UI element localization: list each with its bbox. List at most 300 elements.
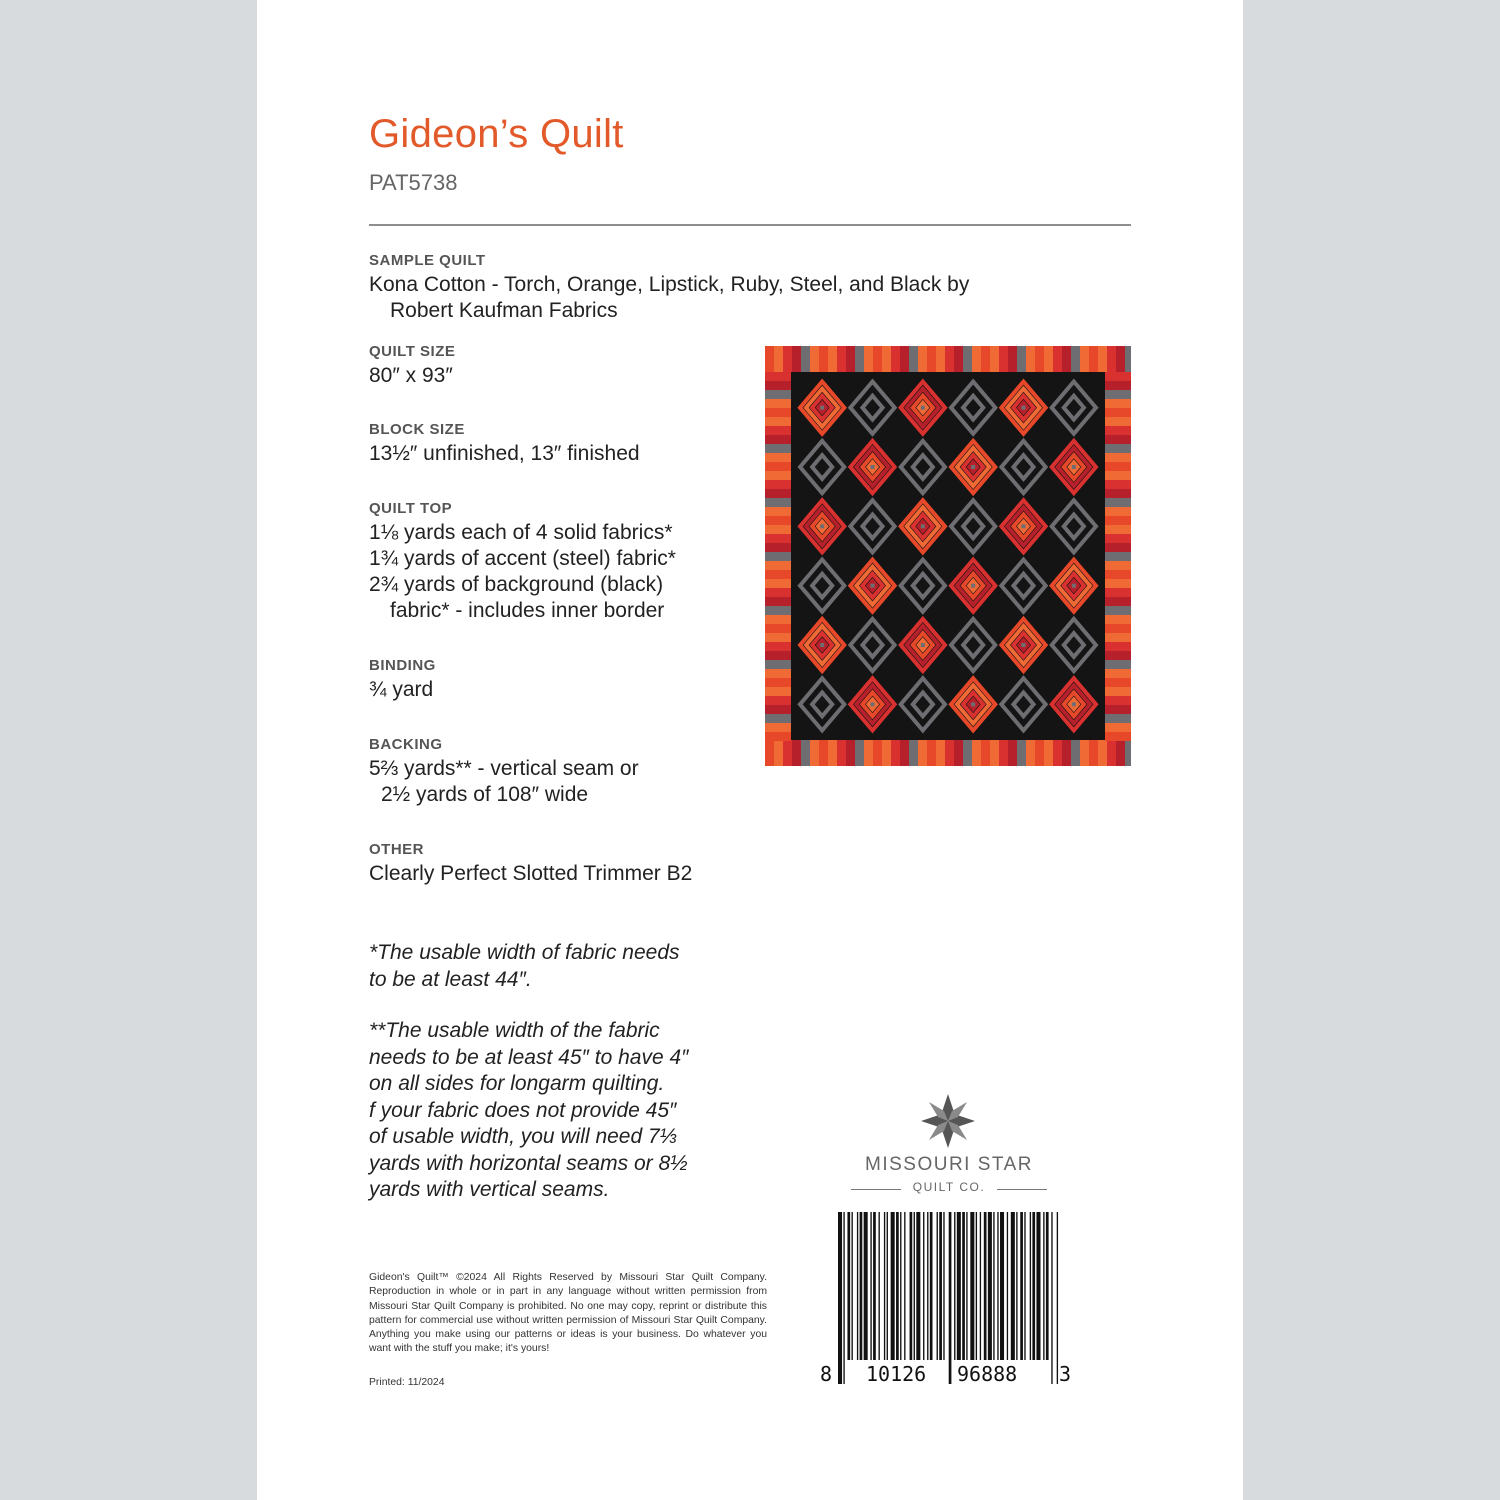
barcode-bar — [838, 1212, 842, 1384]
note-line: yards with vertical seams. — [369, 1178, 610, 1201]
border-stripe — [792, 740, 801, 766]
border-stripe — [765, 480, 791, 489]
border-stripe — [855, 346, 864, 372]
barcode-bar — [1000, 1212, 1004, 1360]
barcode-bar — [864, 1212, 868, 1360]
barcode-bar — [1057, 1212, 1058, 1384]
diamond-center — [1022, 643, 1026, 647]
border-stripe — [999, 346, 1008, 372]
border-stripe — [1105, 507, 1131, 516]
border-stripe — [1105, 732, 1131, 741]
backing-section — [369, 736, 789, 808]
barcode-digit: 8 — [820, 1362, 833, 1386]
quilt-image — [765, 346, 1131, 766]
diamond-center — [971, 406, 975, 410]
border-stripe — [1105, 615, 1131, 624]
block-size-section — [369, 421, 789, 467]
border-stripe — [873, 740, 882, 766]
border-stripe — [1105, 381, 1131, 390]
section-line: Kona Cotton - Torch, Orange, Lipstick, Ruby, Steel, and Black by — [369, 273, 970, 296]
barcode-bar — [1011, 1212, 1015, 1360]
diamond-center — [871, 524, 875, 528]
barcode — [822, 1212, 1072, 1390]
section-line: 1⅛ yards each of 4 solid fabrics* — [369, 521, 673, 544]
diamond-center — [1022, 406, 1026, 410]
border-stripe — [990, 346, 999, 372]
quilt-top-section — [369, 500, 789, 624]
border-stripe — [828, 740, 837, 766]
diamond-center — [871, 584, 875, 588]
section-line: 80″ x 93″ — [369, 364, 453, 387]
border-stripe — [1026, 740, 1035, 766]
diamond-center — [971, 465, 975, 469]
barcode-bar — [980, 1212, 981, 1360]
border-stripe — [1080, 346, 1089, 372]
border-stripe — [936, 346, 945, 372]
border-stripe — [1105, 606, 1131, 615]
section-line: ¾ yard — [369, 678, 434, 701]
border-stripe — [765, 642, 791, 651]
section-heading: BACKING — [369, 736, 443, 753]
border-stripe — [765, 660, 791, 669]
border-stripe — [1105, 444, 1131, 453]
border-stripe — [900, 740, 909, 766]
star-logo-icon — [919, 1092, 977, 1150]
barcode-bar — [949, 1212, 952, 1384]
border-stripe — [1062, 346, 1071, 372]
border-stripe — [1105, 651, 1131, 660]
barcode-bar — [852, 1212, 853, 1360]
border-stripe — [765, 740, 774, 766]
border-stripe — [954, 740, 963, 766]
diamond-center — [1072, 584, 1076, 588]
border-stripe — [1105, 408, 1131, 417]
border-stripe — [945, 740, 954, 766]
border-stripe — [918, 346, 927, 372]
barcode-digit: 96888 — [957, 1362, 1018, 1386]
diamond-center — [820, 643, 824, 647]
border-stripe — [792, 346, 801, 372]
border-stripe — [774, 740, 783, 766]
border-stripe — [1008, 740, 1017, 766]
border-stripe — [765, 372, 791, 381]
diamond-center — [971, 584, 975, 588]
border-stripe — [1125, 740, 1131, 766]
border-stripe — [882, 740, 891, 766]
border-stripe — [765, 561, 791, 570]
barcode-bar — [962, 1212, 965, 1360]
border-stripe — [1044, 740, 1053, 766]
diamond-center — [820, 584, 824, 588]
barcode-bar — [847, 1212, 850, 1360]
barcode-bar — [1020, 1212, 1023, 1360]
border-stripe — [1071, 346, 1080, 372]
border-stripe — [765, 651, 791, 660]
section-heading: QUILT TOP — [369, 500, 453, 517]
diamond-center — [1072, 702, 1076, 706]
border-stripe — [765, 624, 791, 633]
border-stripe — [765, 498, 791, 507]
logo-subtitle: QUILT CO. — [912, 1180, 986, 1194]
diamond-center — [1022, 465, 1026, 469]
border-stripe — [864, 740, 873, 766]
border-stripe — [1105, 633, 1131, 642]
border-stripe — [765, 471, 791, 480]
border-stripe — [765, 381, 791, 390]
border-stripe — [1105, 399, 1131, 408]
border-stripe — [918, 740, 927, 766]
barcode-bar — [857, 1212, 858, 1360]
barcode-bar — [1032, 1212, 1035, 1360]
border-stripe — [1008, 346, 1017, 372]
border-stripe — [828, 346, 837, 372]
border-stripe — [963, 346, 972, 372]
border-stripe — [1080, 740, 1089, 766]
border-stripe — [783, 740, 792, 766]
barcode-bar — [900, 1212, 901, 1360]
border-stripe — [1116, 740, 1125, 766]
barcode-bar — [993, 1212, 994, 1360]
border-stripe — [1053, 740, 1062, 766]
border-stripe — [1105, 642, 1131, 651]
border-stripe — [1105, 417, 1131, 426]
border-stripe — [765, 669, 791, 678]
diamond-center — [1072, 406, 1076, 410]
pattern-back-page — [257, 0, 1243, 1500]
border-stripe — [837, 740, 846, 766]
border-stripe — [765, 732, 791, 741]
diamond-center — [871, 643, 875, 647]
diamond-center — [820, 406, 824, 410]
page-title: Gideon’s Quilt — [369, 112, 624, 156]
border-stripe — [1107, 740, 1116, 766]
border-stripe — [972, 346, 981, 372]
border-stripe — [882, 346, 891, 372]
diamond-center — [871, 465, 875, 469]
border-stripe — [1017, 740, 1026, 766]
border-stripe — [765, 525, 791, 534]
barcode-bar — [914, 1212, 915, 1360]
section-line: Robert Kaufman Fabrics — [390, 299, 618, 322]
barcode-bar — [1016, 1212, 1017, 1360]
border-stripe — [765, 435, 791, 444]
border-stripe — [1105, 696, 1131, 705]
border-stripe — [765, 678, 791, 687]
border-stripe — [1035, 346, 1044, 372]
fabric-width-note — [369, 940, 680, 993]
border-stripe — [1105, 426, 1131, 435]
diamond-center — [921, 584, 925, 588]
diamond-center — [820, 524, 824, 528]
barcode-bar — [954, 1212, 955, 1360]
diamond-center — [1072, 465, 1076, 469]
border-stripe — [864, 346, 873, 372]
border-stripe — [765, 346, 774, 372]
border-stripe — [909, 346, 918, 372]
border-stripe — [1105, 480, 1131, 489]
border-stripe — [873, 346, 882, 372]
border-stripe — [765, 408, 791, 417]
border-stripe — [954, 346, 963, 372]
border-stripe — [1105, 462, 1131, 471]
border-stripe — [1105, 714, 1131, 723]
inner-border — [791, 372, 1105, 740]
border-stripe — [1105, 453, 1131, 462]
copyright-notice: Gideon's Quilt™ ©2024 All Rights Reserved by Missouri Star Quilt Company. Reproduction in whole or in part in any language without written permission from Missouri Star Quilt Company is prohibited. No one may copy, reprint or distribute this pattern for commercial use without written permission of Missouri Star Quilt Company. Anything you make using our patterns or ideas is your business. Do whatever you want with the stuff you make; it's yours! — [369, 1272, 767, 1355]
diamond-center — [971, 702, 975, 706]
border-stripe — [846, 346, 855, 372]
border-stripe — [783, 346, 792, 372]
border-stripe — [765, 390, 791, 399]
printed-date: Printed: 11/2024 — [369, 1377, 445, 1388]
barcode-bar — [1051, 1212, 1052, 1384]
border-stripe — [1107, 346, 1116, 372]
border-stripe — [765, 426, 791, 435]
border-stripe — [765, 597, 791, 606]
border-stripe — [1105, 588, 1131, 597]
section-heading: OTHER — [369, 841, 424, 858]
section-line: Clearly Perfect Slotted Trimmer B2 — [369, 862, 693, 885]
barcode-bar — [1007, 1212, 1008, 1360]
barcode-digit: 3 — [1059, 1362, 1072, 1386]
border-stripe — [1105, 624, 1131, 633]
barcode-bar — [984, 1212, 987, 1360]
border-stripe — [909, 740, 918, 766]
border-stripe — [1125, 346, 1131, 372]
border-stripe — [1116, 346, 1125, 372]
border-stripe — [774, 346, 783, 372]
barcode-bar — [870, 1212, 871, 1360]
barcode-bar — [896, 1212, 899, 1360]
border-stripe — [981, 346, 990, 372]
barcode-bar — [997, 1212, 998, 1360]
barcode-bar — [988, 1212, 992, 1360]
border-stripe — [765, 543, 791, 552]
barcode-bar — [957, 1212, 961, 1360]
sample-quilt-section — [369, 252, 1069, 324]
section-line: 2½ yards of 108″ wide — [381, 783, 589, 806]
section-heading: QUILT SIZE — [369, 343, 456, 360]
border-stripe — [765, 516, 791, 525]
diamond-center — [820, 465, 824, 469]
border-stripe — [1105, 372, 1131, 381]
divider — [369, 224, 1131, 226]
barcode-bar — [879, 1212, 880, 1360]
barcode-bar — [873, 1212, 876, 1360]
diamond-center — [971, 524, 975, 528]
barcode-bar — [904, 1212, 905, 1360]
barcode-bar — [927, 1212, 928, 1360]
barcode-bar — [937, 1212, 938, 1360]
border-stripe — [765, 570, 791, 579]
logo-name: MISSOURI STAR — [865, 1154, 1033, 1175]
barcode-bar — [1046, 1212, 1049, 1360]
border-stripe — [1053, 346, 1062, 372]
border-stripe — [1044, 346, 1053, 372]
border-stripe — [999, 740, 1008, 766]
section-line: 13½″ unfinished, 13″ finished — [369, 442, 640, 465]
border-stripe — [981, 740, 990, 766]
border-stripe — [891, 346, 900, 372]
barcode-bar — [1036, 1212, 1040, 1360]
border-stripe — [765, 417, 791, 426]
border-stripe — [1105, 561, 1131, 570]
border-stripe — [765, 507, 791, 516]
barcode-bar — [1043, 1212, 1044, 1360]
border-stripe — [1105, 552, 1131, 561]
border-stripe — [972, 740, 981, 766]
border-stripe — [1105, 534, 1131, 543]
backing-width-note — [369, 1018, 689, 1204]
border-stripe — [1105, 660, 1131, 669]
note-line: yards with horizontal seams or 8½ — [369, 1151, 688, 1175]
border-stripe — [765, 714, 791, 723]
border-stripe — [1105, 471, 1131, 480]
border-stripe — [1105, 570, 1131, 579]
barcode-bar — [884, 1212, 885, 1360]
border-stripe — [765, 399, 791, 408]
section-line: 2¾ yards of background (black) — [369, 573, 664, 596]
border-stripe — [765, 687, 791, 696]
diamond-center — [921, 524, 925, 528]
diamond-center — [1072, 643, 1076, 647]
border-stripe — [765, 453, 791, 462]
note-line: needs to be at least 45″ to have 4″ — [369, 1045, 689, 1069]
border-stripe — [765, 552, 791, 561]
border-stripe — [1089, 740, 1098, 766]
border-stripe — [1098, 346, 1107, 372]
diamond-center — [1022, 702, 1026, 706]
diamond-center — [1072, 524, 1076, 528]
border-stripe — [927, 346, 936, 372]
barcode-bar — [923, 1212, 924, 1360]
border-stripe — [1105, 705, 1131, 714]
section-heading: BLOCK SIZE — [369, 421, 465, 438]
section-line: 5⅔ yards** - vertical seam or — [369, 757, 639, 780]
diamond-center — [1022, 584, 1026, 588]
border-stripe — [810, 740, 819, 766]
border-stripe — [1105, 489, 1131, 498]
missouri-star-logo — [849, 1092, 1049, 1202]
border-stripe — [801, 346, 810, 372]
barcode-digit: 10126 — [866, 1362, 927, 1386]
section-line: 1¾ yards of accent (steel) fabric* — [369, 547, 676, 570]
barcode-bar — [887, 1212, 888, 1360]
border-stripe — [765, 606, 791, 615]
border-stripe — [900, 346, 909, 372]
border-stripe — [1105, 525, 1131, 534]
other-section — [369, 841, 789, 887]
border-stripe — [855, 740, 864, 766]
border-stripe — [765, 489, 791, 498]
border-stripe — [1089, 346, 1098, 372]
diamond-center — [971, 643, 975, 647]
border-stripe — [846, 740, 855, 766]
section-heading: BINDING — [369, 657, 436, 674]
border-stripe — [765, 579, 791, 588]
diamond-center — [871, 406, 875, 410]
border-stripe — [765, 588, 791, 597]
barcode-bar — [860, 1212, 863, 1360]
barcode-bar — [1030, 1212, 1031, 1360]
section-line: fabric* - includes inner border — [390, 599, 665, 622]
barcode-bar — [843, 1212, 844, 1384]
border-stripe — [1105, 597, 1131, 606]
diamond-center — [1022, 524, 1026, 528]
barcode-bar — [966, 1212, 967, 1360]
border-stripe — [819, 346, 828, 372]
pattern-code: PAT5738 — [369, 170, 458, 195]
diamond-center — [921, 643, 925, 647]
diamond-center — [921, 406, 925, 410]
diamond-center — [871, 702, 875, 706]
border-stripe — [765, 633, 791, 642]
border-stripe — [765, 705, 791, 714]
border-stripe — [1105, 723, 1131, 732]
barcode-bar — [943, 1212, 944, 1360]
border-stripe — [1105, 687, 1131, 696]
binding-section — [369, 657, 789, 703]
barcode-bar — [976, 1212, 977, 1360]
border-stripe — [765, 444, 791, 453]
barcode-bar — [910, 1212, 913, 1360]
border-stripe — [1026, 346, 1035, 372]
border-stripe — [927, 740, 936, 766]
barcode-bar — [970, 1212, 974, 1360]
note-line: **The usable width of the fabric — [369, 1019, 660, 1042]
diamond-center — [921, 465, 925, 469]
barcode-bar — [930, 1212, 933, 1360]
border-stripe — [765, 723, 791, 732]
border-stripe — [963, 740, 972, 766]
border-stripe — [945, 346, 954, 372]
border-stripe — [765, 615, 791, 624]
note-line: on all sides for longarm quilting. — [369, 1072, 665, 1095]
border-stripe — [1105, 579, 1131, 588]
border-stripe — [765, 696, 791, 705]
border-stripe — [891, 740, 900, 766]
note-line: *The usable width of fabric needs — [369, 941, 680, 964]
border-stripe — [1105, 498, 1131, 507]
barcode-bar — [916, 1212, 920, 1360]
border-stripe — [810, 346, 819, 372]
border-stripe — [1105, 390, 1131, 399]
border-stripe — [936, 740, 945, 766]
note-line: to be at least 44″. — [369, 967, 532, 991]
border-stripe — [819, 740, 828, 766]
border-stripe — [1105, 435, 1131, 444]
border-stripe — [765, 534, 791, 543]
quilt-size-section — [369, 343, 789, 389]
border-stripe — [1035, 740, 1044, 766]
barcode-bar — [891, 1212, 895, 1360]
border-stripe — [1071, 740, 1080, 766]
barcode-bar — [939, 1212, 942, 1360]
section-heading: SAMPLE QUILT — [369, 252, 486, 269]
logo-rule — [997, 1189, 1047, 1190]
note-line: of usable width, you will need 7⅓ — [369, 1125, 678, 1148]
border-stripe — [765, 462, 791, 471]
border-stripe — [1105, 678, 1131, 687]
diamond-center — [921, 702, 925, 706]
border-stripe — [1062, 740, 1071, 766]
border-stripe — [1017, 346, 1026, 372]
border-stripe — [990, 740, 999, 766]
border-stripe — [1098, 740, 1107, 766]
border-stripe — [1105, 516, 1131, 525]
border-stripe — [1105, 543, 1131, 552]
note-line: f your fabric does not provide 45″ — [369, 1098, 677, 1122]
